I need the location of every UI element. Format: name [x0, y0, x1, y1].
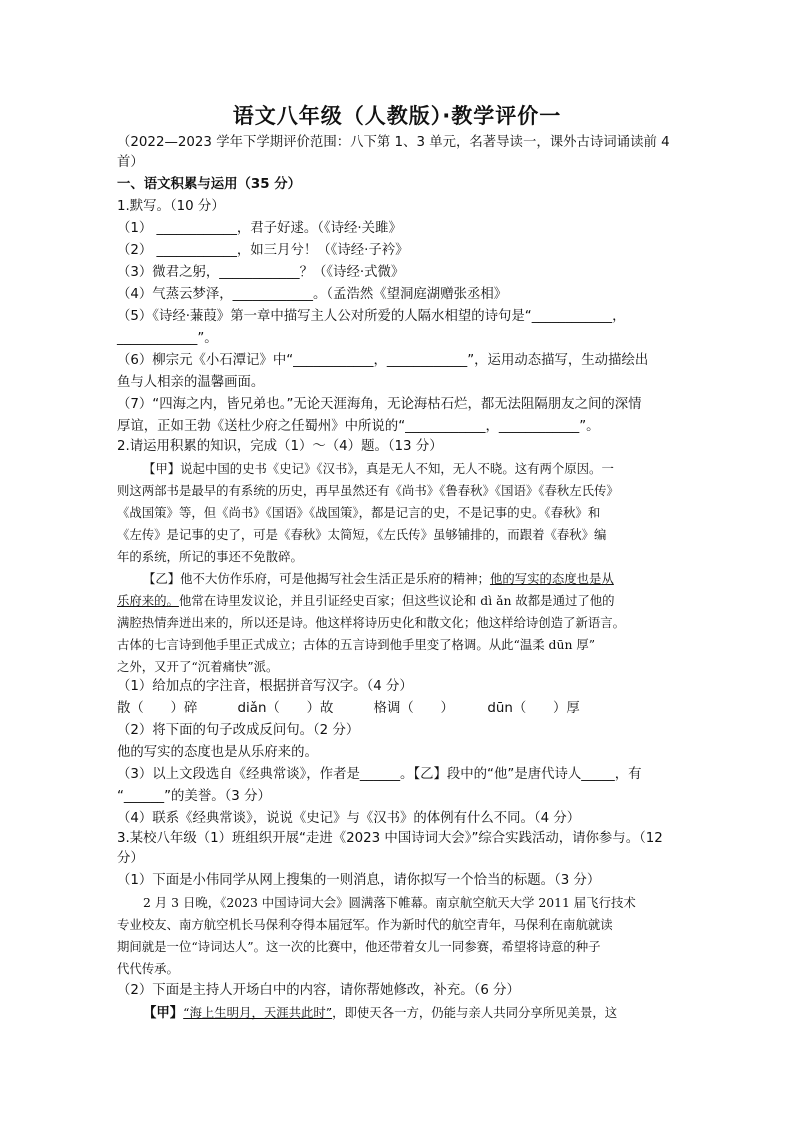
underlined-sentence-end: 乐府来的。: [117, 593, 179, 608]
question-1-item-2: （2） ____________，如三月兮！（《诗经·子衿》: [117, 243, 409, 258]
question-1-item-5: （5）《诗经·蒹葭》第一章中描写主人公对所爱的人隔水相望的诗句是“____________，: [117, 309, 626, 324]
passage-yi-line-2: [117, 590, 682, 611]
question-3-2: （2）下面是主持人开场白中的内容，请你帮她修改，补充。（6 分）: [117, 983, 520, 998]
host-opening-text: ，即使天各一方，仍能与亲人共同分享所见美景，这: [332, 1005, 618, 1020]
question-2-4: （4）联系《经典常谈》，说说《史记》与《汉书》的体例有什么不同。（4 分）: [117, 811, 581, 826]
news-line-4: 代代传承。: [117, 961, 179, 976]
question-3-heading-cont: 分）: [117, 851, 144, 866]
question-2-3-cont: “______”的美誉。（3 分）: [117, 789, 271, 804]
question-1-item-6: （6）柳宗元《小石潭记》中“____________，____________”，运用动态描写，生动描绘出: [117, 353, 649, 368]
question-1-item-1: （1） ____________，君子好逑。（《诗经·关雎》: [117, 221, 402, 236]
news-line-1: 2 月 3 日晚，《2023 中国诗词大会》圆满落下帷幕。南京航空航天大学 2011 届飞行技术: [143, 895, 636, 910]
section-heading: 一、语文积累与运用（35 分）: [117, 177, 301, 192]
question-2-1-blanks: 散（ ）碎 diǎn（ ）故 格调（ ） dūn（ ）厚: [117, 701, 580, 716]
passage-jia-line-5: 年的系统，所记的事还不免散碎。: [117, 549, 303, 564]
question-2-2: （2）将下面的句子改成反问句。（2 分）: [117, 723, 360, 738]
passage-yi-line-4: 古体的七言诗到他手里正式成立；古体的五言诗到他手里变了格调。从此“温柔 dūn 厚”: [117, 637, 596, 652]
label-jia: 【甲】: [143, 1006, 184, 1021]
passage-yi-text: 【乙】他不大仿作乐府，可是他揭写社会生活正是乐府的精神；: [143, 571, 490, 586]
question-1-item-3: （3）微君之躬，____________？（《诗经·式微》: [117, 265, 405, 280]
question-1-item-4: （4）气蒸云梦泽，____________。（孟浩然《望洞庭湖赠张丞相》: [117, 287, 508, 302]
question-2-heading: 2.请运用积累的知识，完成（1）～（4）题。（13 分）: [117, 439, 443, 454]
quoted-poem: “海上生明月，天涯共此时”: [183, 1005, 333, 1020]
question-3-1: （1）下面是小伟同学从网上搜集的一则消息，请你拟写一个恰当的标题。（3 分）: [117, 873, 601, 888]
underlined-sentence: 他的写实的态度也是从: [489, 571, 614, 586]
evaluation-scope-line-1: （2022—2023 学年下学期评价范围：八下第 1、3 单元，名著导读一，课外古诗词诵读前 4: [117, 135, 670, 150]
question-2-1: （1）给加点的字注音，根据拼音写汉字。（4 分）: [117, 679, 413, 694]
host-opening-line: [143, 1002, 683, 1024]
question-2-3: （3）以上文段选自《经典常谈》，作者是______。【乙】段中的“他”是唐代诗人_____，有: [117, 767, 642, 782]
passage-yi-text: 他常在诗里发议论，并且引证经史百家；但这些议论和 dì ǎn 故都是通过了他的: [178, 593, 615, 608]
passage-jia-line-4: 《左传》是记事的史了，可是《春秋》太简短，《左氏传》虽够铺排的，而跟着《春秋》编: [117, 527, 607, 542]
page-title: 语文八年级（人教版）·教学评价一: [232, 104, 562, 128]
question-1-item-6-cont: 鱼与人相亲的温馨画面。: [117, 375, 265, 390]
passage-yi-line-3: 满腔热情奔迸出来的，所以还是诗。他这样将诗历史化和散文化；他这样给诗创造了新语言。: [117, 615, 626, 630]
passage-yi-line-1: [143, 568, 683, 589]
question-3-heading: 3.某校八年级（1）班组织开展“走进《2023 中国诗词大会》”综合实践活动，请你参与。（12: [117, 831, 663, 846]
question-1-item-5-cont: ____________”。: [117, 331, 218, 346]
question-1-heading: 1.默写。（10 分）: [117, 199, 225, 214]
question-2-2-sentence: 他的写实的态度也是从乐府来的。: [117, 745, 318, 760]
passage-yi-line-5: 之外，又开了“沉着痛快”派。: [117, 659, 279, 674]
evaluation-scope-line-2: 首）: [117, 155, 144, 170]
passage-jia-line-2: 则这两部书是最早的有系统的历史，再早虽然还有《尚书》《鲁春秋》《国语》《春秋左氏传》: [117, 483, 619, 498]
news-line-3: 期间就是一位“诗词达人”。这一次的比赛中，他还带着女儿一同参赛，希望将诗意的种子: [117, 939, 601, 954]
question-1-item-7-cont: 厚谊，正如王勃《送杜少府之任蜀州》中所说的“____________，____________”。: [117, 419, 600, 434]
passage-jia-line-3: 《战国策》等，但《尚书》《国语》《战国策》，都是记言的史，不是记事的史。《春秋》和: [117, 505, 601, 520]
news-line-2: 专业校友、南方航空机长马保利夺得本届冠军。作为新时代的航空青年，马保利在南航就读: [117, 917, 613, 932]
passage-jia-line-1: 【甲】说起中国的史书《史记》《汉书》，真是无人不知，无人不晓。这有两个原因。一: [143, 461, 614, 476]
question-1-item-7: （7）“四海之内，皆兄弟也。”无论天涯海角，无论海枯石烂，都无法阻隔朋友之间的深情: [117, 397, 642, 412]
